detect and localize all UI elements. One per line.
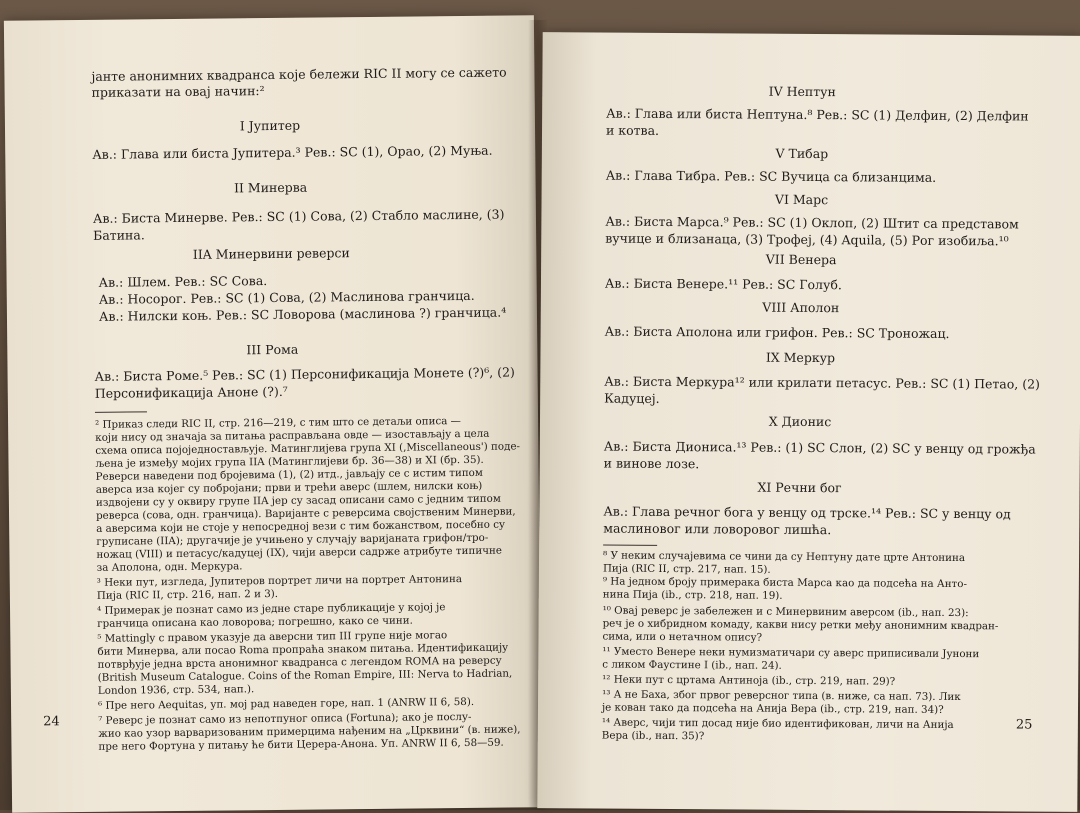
section-heading: III Рома — [246, 341, 299, 358]
footnote-line: груписане (IIA); другачије је учињено у случају варијаната грифон/тро- — [96, 531, 489, 548]
section-heading: I Јупитер — [239, 117, 301, 134]
footnote-line: потврђује једна врста анонимног квадранса с легендом ROMA на реверсу — [97, 654, 502, 671]
footnote-line: ⁶ Пре него Aequitas, уп. мој рад наведен горе, нап. 1 (ANRW II 6, 58). — [97, 695, 475, 712]
section-line: Ав.: Глава или биста Нептуна.⁸ Рев.: SC (1) Делфин, (2) Делфин — [606, 105, 1029, 124]
footnote-line: љена је између мојих група IIA (Матинглијеви бр. 36—38) и XI (бр. 35). — [95, 453, 484, 470]
footnote-line: реверса (сова, одн. гранчица). Варијанте с реверсима својственим Минерви, — [95, 505, 516, 522]
footnote-line: ножац (VIII) и петасус/кадуцеј (IX), чији аверси садрже атрибуте типичне — [96, 544, 503, 561]
section-line: маслиновог или ловоровог лишћа. — [603, 520, 832, 538]
footnote-line: ² Приказ следи RIC II, стр. 216—219, с тим што се детаљи описа — — [95, 415, 461, 431]
section-heading: IX Меркур — [765, 349, 836, 366]
footnote-line: жио као узор варваризованим примерцима нађеним на „Црквини“ (в. ниже), — [98, 723, 521, 740]
section-line: вучице и близанаца, (3) Трофеј, (4) Aquila, (5) Рог изобиља.¹⁰ — [605, 230, 1009, 249]
section-heading: IIA Минервини реверси — [192, 245, 350, 262]
section-line: Батина. — [93, 227, 145, 243]
footnote-line: ⁸ У неким случајевима се чини да су Нептуну дате црте Антонина — [603, 549, 966, 565]
section-heading: V Тибар — [775, 145, 829, 162]
footnote-line: гранчица описана као ловорова; погрешно, како се чини. — [97, 614, 413, 630]
footnote-line: сима, или о нетачном опису? — [602, 630, 763, 644]
intro-line-2: приказати на овај начин:² — [91, 83, 265, 100]
footnote-line: ⁷ Реверс је познат само из непотпуног описа (Fortuna); ако је послу- — [98, 710, 472, 727]
section-line: Ав.: Биста Венере.¹¹ Рев.: SC Голуб. — [604, 275, 842, 293]
right-page — [537, 32, 1080, 812]
section-heading: VIII Аполон — [762, 299, 840, 316]
footnote-separator — [95, 411, 147, 413]
section-line: Ав.: Глава или биста Јупитера.³ Рев.: SC (1), Орао, (2) Муња. — [92, 142, 493, 162]
section-line: и котва. — [605, 122, 660, 138]
footnote-line: реч је о хибридном комаду, какви нису ретки међу анонимним квадран- — [602, 617, 999, 633]
section-line: Персонификација Аноне (?).⁷ — [94, 383, 288, 401]
section-heading: XI Речни бог — [757, 479, 842, 496]
footnote-line: ¹⁰ Овај реверс је забележен и с Минервиним аверсом (ib., нап. 23): — [602, 604, 969, 620]
footnote-line: Вера (ib., нап. 35)? — [601, 729, 705, 743]
section-line: Ав.: Биста Марса.⁹ Рев.: SC (1) Оклоп, (2) Штит са представом — [605, 213, 1019, 232]
section-line: Ав.: Шлем. Рев.: SC Сова. — [98, 273, 268, 290]
footnote-line: с ликом Фаустине I (ib., нап. 24). — [602, 658, 782, 672]
footnote-line: ¹³ А не Баха, због првог реверсног типа (в. ниже, са нап. 73). Лик — [602, 688, 961, 704]
section-line: Ав.: Нилски коњ. Рев.: SC Ловорова (маслинова ?) гранчица.⁴ — [98, 304, 507, 324]
section-line: Ав.: Глава Тибра. Рев.: SC Вучица са близанцима. — [605, 167, 937, 185]
section-line: Ав.: Носорог. Рев.: SC (1) Сова, (2) Маслинова гранчица. — [98, 287, 475, 307]
footnote-line: ⁴ Примерак је познат само из једне старе публикације у којој је — [96, 601, 446, 617]
footnote-line: Пија (RIC II, стр. 216, нап. 2 и 3). — [96, 587, 279, 602]
section-line: Ав.: Глава речног бога у венцу од трске.¹⁴ Рев.: SC у венцу од — [603, 503, 1011, 522]
footnote-line: (British Museum Catalogue. Coins of the Roman Empire, III: Nerva to Hadrian, — [97, 667, 513, 684]
footnote-line: за Аполона, одн. Меркура. — [96, 560, 243, 574]
section-heading: IV Нептун — [768, 83, 836, 100]
footnote-line: а аверсима који не стоје у непосредној вези с тим божанством, посебно су — [96, 518, 506, 535]
page-number: 24 — [43, 714, 60, 730]
footnote-line: ⁹ На једном броју примерака биста Марса као да подсећа на Анто- — [602, 575, 968, 591]
intro-line-1: јанте анонимних квадранса које бележи RIC II могу се сажето — [91, 64, 507, 84]
footnote-line: је кован тако да подсећа на Анија Вера (ib., стр. 219, нап. 34)? — [601, 701, 944, 716]
footnote-line: пре него Фортуна у питању ће бити Церера-Анона. Уп. ANRW II 6, 58—59. — [98, 736, 504, 753]
section-line: Ав.: Биста Роме.⁵ Рев.: SC (1) Персонификација Монете (?)⁶, (2) — [94, 364, 515, 384]
footnote-line: Реверси наведени под бројевима (1), (2) итд., јављају се с истим типом — [95, 466, 483, 483]
footnote-line: ¹⁴ Аверс, чији тип досад није био идентификован, личи на Анија — [601, 716, 954, 732]
footnote-line: ³ Неки пут, изгледа, Јупитеров портрет личи на портрет Антонина — [96, 573, 463, 589]
footnote-line: Пија (RIC II, стр. 217, нап. 15). — [602, 562, 771, 576]
section-line: Ав.: Биста Диониса.¹³ Рев.: (1) SC Слон, (2) SC у венцу од грожђа — [603, 438, 1036, 457]
footnote-line: издвојени су у оквиру групе IIA јер су засад описани само с једним типом — [95, 492, 501, 509]
section-line: Ав.: Биста Минерве. Рев.: SC (1) Сова, (2) Стабло маслине, (3) — [92, 206, 505, 226]
footnote-line: нина Пија (ib., стр. 218, нап. 19). — [602, 588, 783, 602]
footnote-line: ⁵ Mattingly с правом указује да аверсни тип III групе није могао — [97, 629, 448, 645]
section-heading: X Дионис — [768, 413, 832, 430]
footnote-line: London 1936, стр. 534, нап.). — [97, 683, 255, 697]
footnote-line: бити Минерва, али посао Roma пропраћа знаком питања. Идентификацију — [97, 641, 509, 658]
section-line: Ав.: Биста Меркура¹² или крилати петасус. Рев.: SC (1) Петао, (2) — [604, 373, 1041, 392]
footnote-line: који нису од значаја за питања расправљана овде — изостављају а цела — [95, 427, 490, 444]
left-page — [4, 15, 542, 813]
section-heading: VI Марс — [774, 191, 829, 208]
footnote-line: схема описа појoједностављује. Матинглијева група XI (‚Miscellaneous') поде- — [95, 440, 521, 457]
footnote-line: аверса иза којег су побројани; први и трећи аверс (шлем, нилски коњ) — [95, 479, 483, 496]
section-line: Ав.: Биста Аполона или грифон. Рев.: SC Троножац. — [604, 323, 950, 341]
footnote-separator — [603, 545, 657, 546]
section-heading: VII Венера — [765, 251, 837, 268]
page-number: 25 — [1015, 717, 1033, 733]
footnote-line: ¹¹ Уместо Венере неки нумизматичари су аверс приписивали Јунони — [602, 645, 980, 661]
section-line: и винове лозе. — [603, 455, 700, 472]
section-heading: II Минерва — [233, 179, 308, 196]
section-line: Кадуцеј. — [604, 390, 660, 406]
footnote-line: ¹² Неки пут с цртама Антиноја (ib., стр. 219, нап. 29)? — [602, 673, 896, 688]
